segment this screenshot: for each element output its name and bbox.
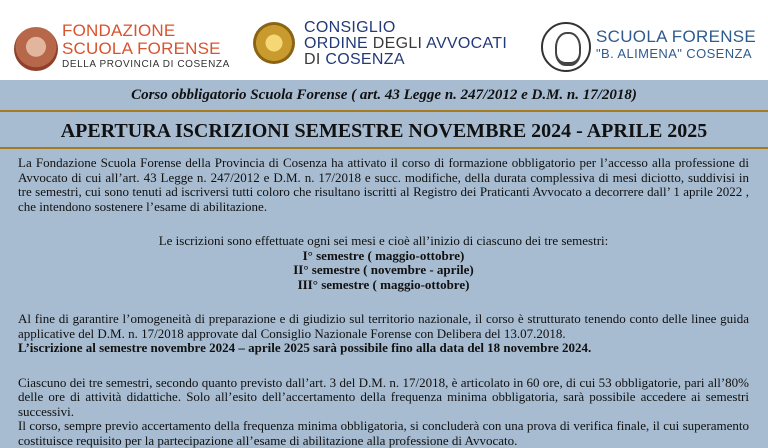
semester-item: II° semestre ( novembre - aprile): [293, 262, 474, 277]
ordine-line2c: AVVOCATI: [426, 35, 508, 52]
scuola-name-line2: "B. ALIMENA" COSENZA: [596, 46, 752, 61]
ordine-line3b: COSENZA: [325, 51, 405, 68]
fondazione-name-line3: DELLA PROVINCIA DI COSENZA: [62, 59, 230, 70]
alimena-portrait-icon: [541, 22, 591, 72]
course-subtitle: Corso obbligatorio Scuola Forense ( art. 43 Legge n. 247/2012 e D.M. n. 17/2018): [131, 87, 637, 103]
divider-top: [0, 110, 768, 112]
page-title: APERTURA ISCRIZIONI SEMESTRE NOVEMBRE 2024 - APRILE 2025: [60, 120, 708, 142]
ordine-line2a: ORDINE: [304, 35, 369, 52]
scuola-name-line1: SCUOLA FORENSE: [596, 27, 757, 46]
fondazione-name-line1: FONDAZIONE: [62, 21, 176, 40]
paragraph-structure: Al fine di garantire l’omogeneità di preparazione e di giudizio sul territorio nazionale, il corso è strutturato tenendo conto delle linee guida applicative del D.M. n. 17/2018 approvate dal Consiglio Nazionale Forense con Delibera del 13.07.2018.: [18, 311, 749, 341]
ordine-line3a: DI: [304, 51, 326, 68]
header-bar: [0, 0, 768, 80]
divider-bottom: [0, 147, 768, 149]
fondazione-name-line2: SCUOLA FORENSE: [62, 39, 221, 58]
enrollment-deadline: L’iscrizione al semestre novembre 2024 – aprile 2025 sarà possibile fino alla data del 18 novembre 2024.: [18, 340, 592, 355]
paragraph-enrollment: Le iscrizioni sono effettuate ogni sei mesi e cioè all’inizio di ciascuno dei tre semestri:: [158, 233, 609, 248]
paragraph-final-test: Il corso, sempre previo accertamento della frequenza minima obbligatoria, si concluderà con una prova di verifica finale, il cui superamento costituisce requisito per la partecipazione all’esame di abilitazione alla professione di Avvocato.: [18, 418, 749, 448]
ordine-line1: CONSIGLIO: [304, 19, 396, 36]
announcement-body: [18, 156, 749, 448]
semester-item: III° semestre ( maggio-ottobre): [297, 276, 470, 292]
paragraph-hours: Ciascuno dei tre semestri, secondo quanto previsto dall’art. 3 del D.M. n. 17/2018, è articolato in 60 ore, di cui 53 obbligatorie, pari all’80% delle ore di attività didattiche. Solo all’esito dell’accertamento della frequenza minima obbligatoria, sarà possibile accedere ai semestri successivi.: [18, 374, 749, 419]
ordine-line2b: DEGLI: [368, 35, 427, 52]
scuola-alimena-logo[interactable]: [0, 0, 768, 80]
semester-item: I° semestre ( maggio-ottobre): [302, 247, 465, 263]
paragraph-intro: La Fondazione Scuola Forense della Provincia di Cosenza ha attivato il corso di formazione obbligatorio per l’accesso alla professione di Avvocato di cui all’art. 43 Legge n. 247/2012 e D.M. n. 17/2018 e succ. modifiche, della durata complessiva di mesi diciotto, suddivisi in tre semestri, cui sono tenuti ad iscriversi tutti coloro che risultano iscritti al Registro dei Praticanti Avvocato a decorrere dall’ 1 aprile 2022 , che intendono sostenere l’esame di abilitazione.: [18, 155, 749, 214]
